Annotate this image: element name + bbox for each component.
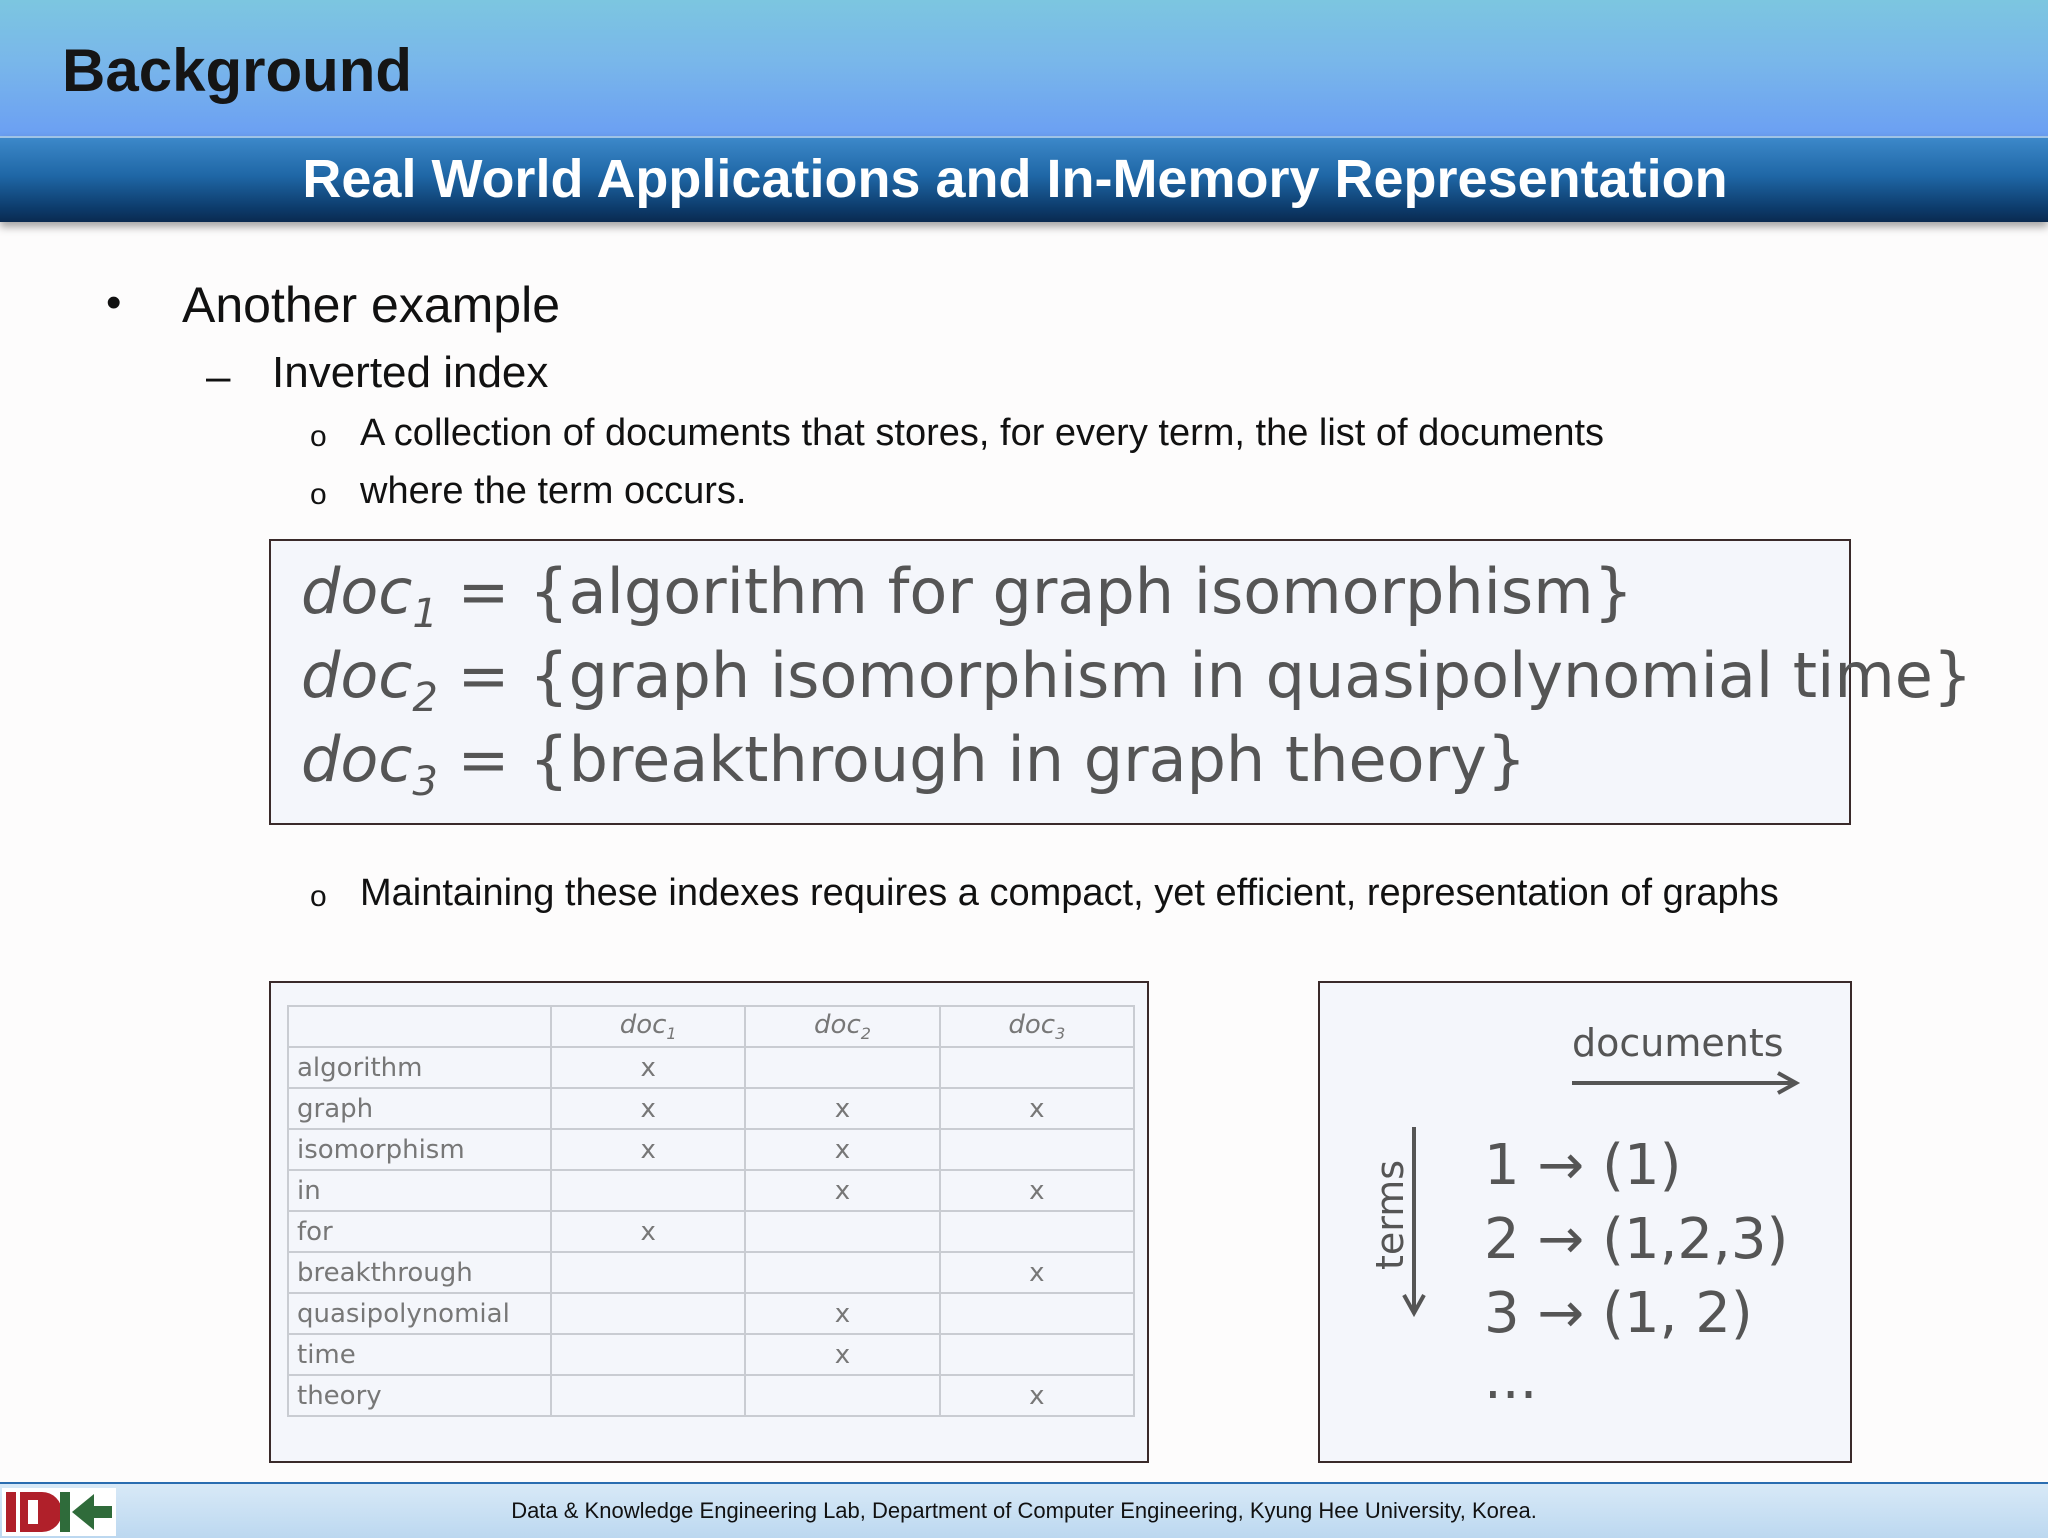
matrix-cell: x	[551, 1088, 745, 1129]
matrix-cell	[745, 1252, 939, 1293]
table-row	[288, 1334, 1134, 1375]
documents-box	[269, 539, 1973, 825]
matrix-cell: x	[745, 1088, 939, 1129]
matrix-cell: x	[551, 1047, 745, 1088]
matrix-cell	[551, 1375, 745, 1416]
table-row	[288, 1211, 1134, 1252]
bullet-text: Another example	[182, 277, 561, 333]
subbullet-text: Inverted index	[272, 348, 549, 397]
table-header-row	[288, 1006, 1134, 1047]
matrix-cell: x	[940, 1170, 1134, 1211]
table-row	[288, 1129, 1134, 1170]
term-cell: graph	[288, 1088, 551, 1129]
term-cell: in	[288, 1170, 551, 1211]
matrix-cell: x	[551, 1129, 745, 1170]
matrix-cell	[551, 1293, 745, 1334]
column-header: doc$_1$	[551, 1006, 745, 1047]
matrix-cell: x	[940, 1088, 1134, 1129]
sub-subbullet-text: where the term occurs.	[360, 470, 747, 512]
doc-line: doc$_1$ = {algorithm for graph isomorphism}	[301, 555, 1634, 637]
matrix-cell	[745, 1375, 939, 1416]
matrix-cell	[940, 1211, 1134, 1252]
matrix-cell	[551, 1170, 745, 1211]
term-cell: for	[288, 1211, 551, 1252]
footer-bar	[0, 1482, 2048, 1538]
sub-subbullet-text: Maintaining these indexes requires a compact, yet efficient, representation of graphs	[360, 872, 1779, 914]
term-cell: breakthrough	[288, 1252, 551, 1293]
corner-cell	[288, 1006, 551, 1047]
inverted-list-line: 1 → (1)	[1484, 1133, 1682, 1198]
circle-bullet-icon: o	[310, 880, 327, 913]
matrix-cell	[745, 1047, 939, 1088]
table-row	[288, 1170, 1134, 1211]
matrix-cell	[940, 1047, 1134, 1088]
column-header: doc$_3$	[940, 1006, 1134, 1047]
matrix-cell	[551, 1252, 745, 1293]
term-document-matrix	[287, 1005, 1135, 1417]
terms-axis-label: terms	[1368, 1159, 1412, 1271]
inverted-list-line: 3 → (1, 2)	[1484, 1281, 1753, 1346]
table-row	[288, 1293, 1134, 1334]
table-row	[288, 1047, 1134, 1088]
footer-text: Data & Knowledge Engineering Lab, Department of Computer Engineering, Kyung Hee University, Korea.	[511, 1498, 1537, 1523]
inverted-list-line: 2 → (1,2,3)	[1484, 1207, 1789, 1272]
inverted-list-box	[1318, 981, 1852, 1463]
down-arrow-icon	[1402, 1125, 1426, 1319]
matrix-cell: x	[940, 1252, 1134, 1293]
bullet-marker: •	[106, 278, 122, 327]
table-row	[288, 1252, 1134, 1293]
inverted-list-line: ...	[1484, 1347, 1538, 1412]
table-row	[288, 1088, 1134, 1129]
slide-subtitle: Real World Applications and In-Memory Representation	[302, 149, 1728, 209]
matrix-cell	[940, 1334, 1134, 1375]
dash-marker: –	[206, 352, 231, 401]
documents-axis-label: documents	[1572, 1021, 1784, 1065]
matrix-cell: x	[940, 1375, 1134, 1416]
term-cell: isomorphism	[288, 1129, 551, 1170]
right-arrow-icon	[1570, 1071, 1810, 1095]
term-document-matrix-box	[269, 981, 1149, 1463]
circle-bullet-icon: o	[310, 478, 327, 511]
term-cell: time	[288, 1334, 551, 1375]
matrix-cell: x	[745, 1334, 939, 1375]
matrix-cell	[745, 1211, 939, 1252]
doc-line: doc$_3$ = {breakthrough in graph theory}	[301, 723, 1527, 805]
table-row	[288, 1375, 1134, 1416]
matrix-cell: x	[745, 1129, 939, 1170]
matrix-cell	[551, 1334, 745, 1375]
sub-subbullet-text: A collection of documents that stores, for every term, the list of documents	[360, 412, 1605, 454]
term-cell: theory	[288, 1375, 551, 1416]
matrix-cell	[940, 1129, 1134, 1170]
term-cell: algorithm	[288, 1047, 551, 1088]
matrix-cell: x	[745, 1293, 939, 1334]
page-title: Background	[62, 37, 413, 104]
circle-bullet-icon: o	[310, 420, 327, 453]
matrix-cell: x	[551, 1211, 745, 1252]
term-cell: quasipolynomial	[288, 1293, 551, 1334]
column-header: doc$_2$	[745, 1006, 939, 1047]
matrix-cell	[940, 1293, 1134, 1334]
matrix-cell: x	[745, 1170, 939, 1211]
doc-line: doc$_2$ = {graph isomorphism in quasipolynomial time}	[301, 639, 1973, 721]
